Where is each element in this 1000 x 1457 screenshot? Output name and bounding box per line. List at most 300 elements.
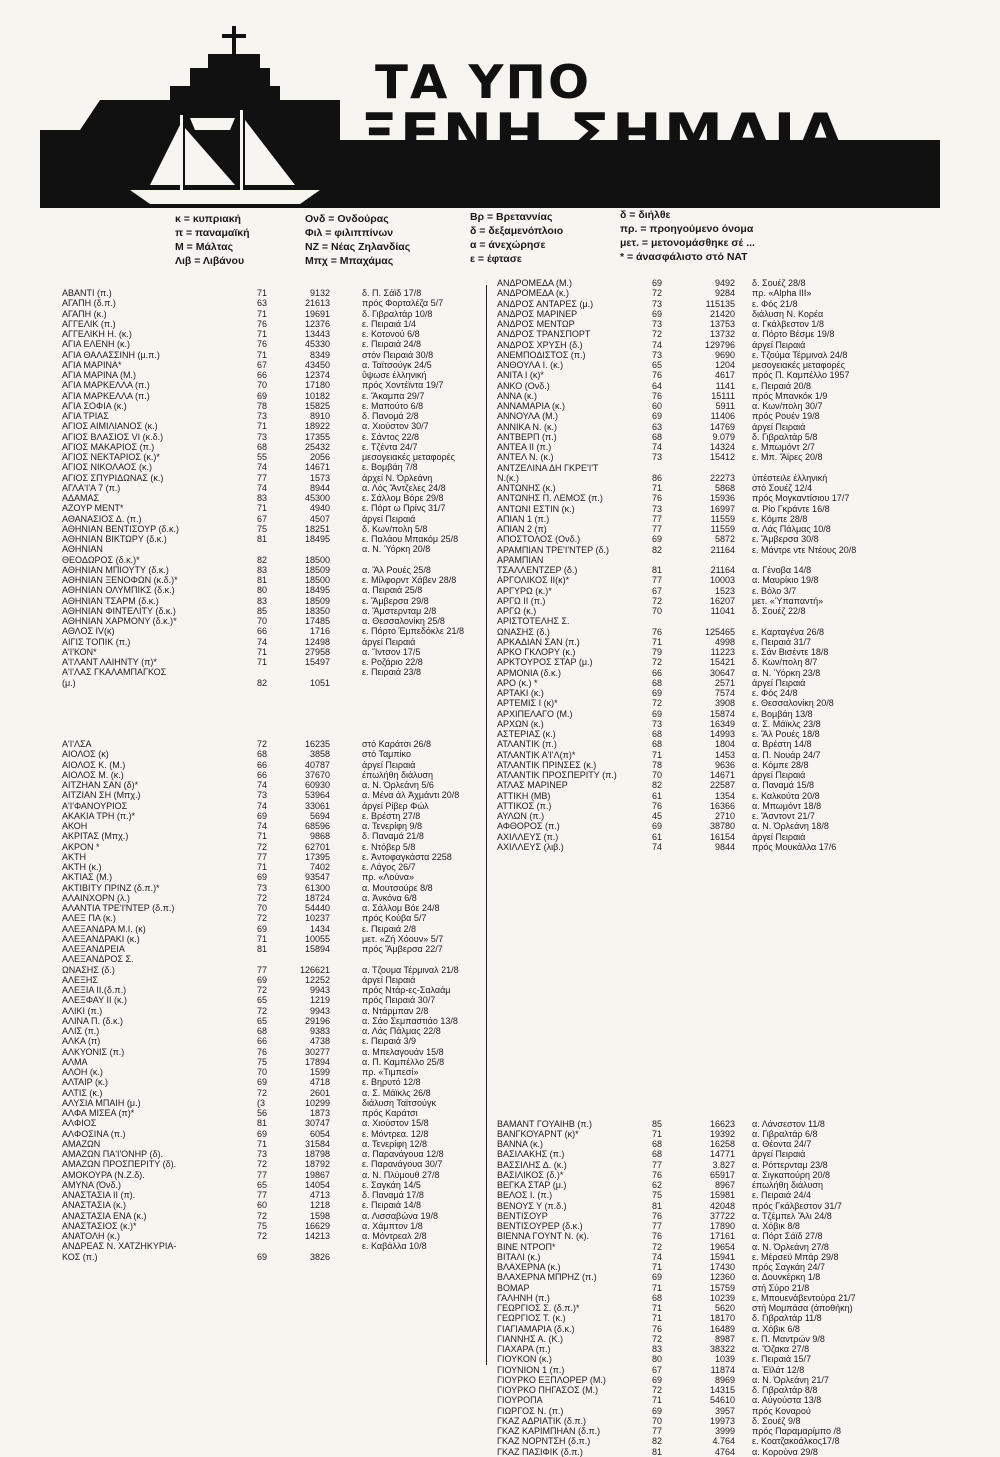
ship-name: ΑΒΑΝΤΙ (π.)	[62, 288, 112, 298]
ship-name: Α'Ι'ΛΑΣ ΓΚΑΛΑΜΠΑΓΚΟΣ	[62, 667, 167, 678]
tonnage: 9943	[309, 1005, 330, 1016]
build-year: 77	[257, 1190, 268, 1200]
ship-name: ΑΙΓΙΣ ΤΟΠΙΚ (π.)	[62, 636, 131, 647]
tonnage: 5911	[715, 401, 735, 411]
build-year: 76	[257, 339, 268, 350]
build-year: 69	[257, 1251, 268, 1262]
ship-name: ΑΝΑΣΤΑΣΙΑ ΕΝΑ (κ.)	[62, 1210, 147, 1221]
ship-name: ΑΡΑΜΠΙΑΝ ΤΡΕ'Ι'ΝΤΕΡ (δ.)	[497, 544, 609, 555]
ship-name: ΑΙΟΛΟΣ (κ)	[62, 749, 109, 760]
ship-name: ΑΛΕΞΑΝΔΡΑ Μ.Ι. (κ)	[62, 923, 146, 934]
tonnage: 19973	[709, 1415, 735, 1426]
build-year: 63	[652, 421, 663, 432]
ship-name: ΓΙΩΡΓΟΣ Ν. (π.)	[497, 1405, 564, 1416]
ship-status: ε. Ἄσντοντ 21/7	[752, 811, 815, 821]
ship-status: ε. Πειραιά 24/8	[362, 339, 422, 350]
tonnage: 18170	[709, 1313, 735, 1324]
tonnage: 12498	[304, 636, 330, 647]
build-year: 69	[652, 1405, 663, 1416]
ship-status: α. Ἄμστερνταμ 2/8	[362, 605, 437, 616]
ship-name: ΑΝΤΒΕΡΠ (π.)	[497, 431, 557, 442]
ship-status: ε. Μάντρε ντε Ντέους 20/8	[752, 544, 857, 555]
tonnage: 15421	[709, 657, 735, 668]
ship-name: ΑΓΙΟΣ ΜΑΚΑΡΙΟΣ (π.)	[62, 441, 155, 452]
ship-name: ΑΡΧΙΠΕΛΑΓΟ (Μ.)	[497, 708, 573, 719]
tonnage: 14054	[304, 1179, 330, 1190]
ship-status: ε. Πειραιά 31/7	[752, 636, 812, 647]
ship-status: ΰψωσε έλληνική	[362, 370, 427, 380]
ship-name: ΒΑΜΑΝΤ ΓΟΥΑΙΗΒ (π.)	[497, 1118, 593, 1129]
ship-name: ΑΝΑΣΤΑΣΙΑ (κ.)	[62, 1200, 126, 1211]
ship-status: α. Ν. Όρλεάνη 27/8	[752, 1241, 829, 1252]
legend-entry: ε = έφτασε	[470, 253, 522, 265]
ship-name: ΑΚΤΗ	[62, 851, 87, 862]
build-year: 68	[652, 1149, 663, 1160]
ship-name: ΑΝΑΣΤΑΣΙΟΣ (κ.)*	[62, 1220, 137, 1231]
build-year: 69	[652, 821, 663, 832]
ship-status: πρός Σαγκάη 24/7	[752, 1262, 826, 1272]
ship-status: μετ. «Ζή Χόουν» 5/7	[362, 933, 444, 944]
ship-status: δ. Γιβραλτάρ 10/8	[362, 308, 433, 319]
tonnage: 1598	[309, 1210, 330, 1221]
build-year: 68	[652, 729, 663, 739]
ship-name: ΒΕΝΤΙΣΟΥΡ	[497, 1210, 548, 1221]
tonnage: 129796	[704, 339, 735, 350]
tonnage: 15111	[711, 390, 735, 401]
ship-name: ΑΝΔΡΟΣ ΜΕΝΤΩΡ	[497, 319, 575, 329]
tonnage: 17485	[304, 616, 330, 626]
build-year: 71	[652, 1303, 663, 1313]
build-year: 73	[257, 1149, 268, 1159]
ship-name: ΑΓΙΑ ΤΡΙΑΣ	[62, 411, 109, 421]
ship-status: ε. Πειραιά 20/8	[752, 380, 812, 391]
build-year: 73	[652, 452, 663, 463]
ship-name: ΑΓΙΑ ΜΑΡΙΝΑ (Μ.)	[62, 370, 136, 380]
tonnage: 14324	[709, 442, 735, 452]
ship-name: ΑΡΟ (κ.) *	[497, 677, 538, 688]
ship-status: α. Τζουμα Τέρμιναλ 21/8	[362, 964, 459, 975]
ship-status: δ. Πανομά 2/8	[362, 411, 419, 421]
tonnage: 12376	[304, 318, 330, 329]
build-year: 71	[652, 1262, 663, 1272]
build-year: 71	[652, 1282, 663, 1293]
legend-entry: Λιβ = Λιβάνου	[175, 255, 245, 267]
ship-name: ΑΛΕΞΙΑ ΙΙ.(δ.π.)	[62, 985, 127, 995]
tonnage: 18509	[304, 564, 330, 575]
legend-block	[175, 212, 250, 268]
ship-name: ΑΛΕΞΦΑΥ ΙΙ (κ.)	[62, 995, 127, 1006]
ship-status: α. Ἄλ Ρουές 25/8	[362, 564, 431, 575]
ship-name: ΑΝΝΑ (κ.)	[497, 390, 538, 401]
tonnage: 11223	[710, 647, 735, 657]
build-year: 67	[257, 359, 268, 370]
ship-status: α. Θέοντα 24/7	[752, 1139, 812, 1149]
tonnage: 7574	[714, 688, 735, 698]
build-year: 67	[652, 585, 663, 596]
ship-status: πρός Χοντέϊντα 19/7	[362, 380, 444, 391]
build-year: 81	[652, 565, 663, 575]
ship-status: α. Ρόττερνταμ 23/8	[752, 1159, 828, 1170]
legend-block	[305, 212, 410, 268]
ship-status: α. Μουτσούρε 8/8	[362, 882, 433, 893]
ship-status: α. Χιούστον 30/7	[362, 421, 429, 432]
tonnage: 125465	[704, 626, 735, 637]
tonnage: 61300	[304, 882, 330, 893]
tonnage: 30277	[304, 1046, 330, 1057]
ship-name: ΑΙΟΛΟΣ Κ. (Μ.)	[62, 759, 126, 770]
ship-name: ΑΛΕΞΑΝΔΡΕΙΑ	[62, 944, 125, 954]
tonnage: 37670	[304, 769, 330, 780]
tonnage: 13753	[709, 319, 735, 329]
build-year: 79	[652, 647, 663, 657]
build-year: 71	[652, 636, 663, 647]
tonnage: 30747	[304, 1118, 330, 1129]
build-year: 61	[652, 831, 663, 842]
tonnage: 18495	[304, 534, 330, 544]
build-year: 70	[257, 380, 268, 391]
tonnage: 2571	[714, 677, 735, 688]
tonnage: 27958	[304, 646, 330, 657]
tonnage: 16235	[304, 739, 330, 749]
ship-status: ε. Θεσσαλονίκη 20/8	[752, 698, 834, 709]
build-year: 72	[257, 1159, 268, 1170]
legend-entry: * = άνασφάλιστο στό ΝΑΤ	[620, 251, 748, 263]
build-year: 77	[652, 1159, 663, 1170]
tonnage: 45300	[304, 493, 330, 503]
tonnage: 93547	[304, 872, 330, 883]
ship-status: ε. Ντόβερ 5/8	[362, 841, 416, 852]
ship-status: α. Ν. Ύόρκη 23/8	[752, 667, 821, 678]
ship-name: ΑΝΤΩΝΙ ΕΣΤΙΝ (κ.)	[497, 503, 575, 514]
build-year: 76	[652, 1169, 663, 1180]
ship-name: ΑΝΔΡΟΣ ΜΑΡΙΝΕΡ	[497, 308, 578, 319]
ship-status: α. Παναμά 15/8	[752, 780, 815, 791]
tonnage: 37722	[709, 1210, 735, 1221]
tonnage: 62701	[304, 841, 330, 852]
build-year: 73	[257, 431, 268, 442]
ship-name: ΑΝΔΡΟΜΕΔΑ (Μ.)	[497, 278, 573, 288]
build-year: 74	[257, 780, 268, 790]
ship-name: ΑΤΤΙΚΗ (ΜΒ)	[497, 790, 551, 801]
ship-name: ΑΡΓΥΡΩ (κ.)*	[497, 585, 552, 596]
tonnage: 10299	[304, 1097, 330, 1108]
tonnage: 10237	[304, 913, 330, 924]
tonnage: 17430	[709, 1262, 735, 1272]
build-year: 68	[257, 1026, 268, 1036]
ship-name: ΑΓΑΠΗ (δ.π.)	[62, 298, 116, 309]
ship-name: ΑΤΛΑΣ ΜΑΡΙΝΕΡ	[497, 780, 568, 791]
legend-block	[620, 208, 755, 264]
ship-status: α. Πειραιά 25/8	[362, 585, 423, 596]
ship-status: δ. Σουέζ 9/8	[752, 1415, 801, 1426]
ship-status: ε. Πόρτο Έμπεδόκλε 21/8	[362, 626, 464, 637]
build-year: 74	[652, 442, 663, 452]
ship-status: πρός Κοναρού	[752, 1405, 811, 1416]
ship-name: ΒΑΝΝΑ (κ.)	[497, 1139, 544, 1149]
build-year: 65	[257, 1015, 268, 1026]
build-year: 69	[652, 308, 663, 319]
legend-entry: Ονδ = Ονδούρας	[305, 213, 389, 225]
ship-name: ΓΙΑΓΙΑΜΑΡΙΑ (δ.κ.)	[497, 1323, 575, 1334]
ship-name: ΑΛΙΣ (π.)	[62, 1026, 100, 1036]
build-year: 70	[652, 1415, 663, 1426]
ship-status: δ. Παναμά 21/8	[362, 831, 424, 842]
build-year: 73	[652, 503, 663, 514]
tonnage: 22587	[709, 780, 735, 791]
build-year: 67	[257, 513, 268, 524]
tonnage: 9868	[309, 831, 330, 842]
ship-name: Α'Ι'ΦΑΝΟΥΡΙΟΣ	[62, 800, 128, 811]
tonnage: 1453	[714, 749, 735, 760]
ship-name: ΓΙΑΝΝΗΣ Α. (Κ.)	[497, 1333, 564, 1344]
ship-name: ΑΓΑΠΗ (κ.)	[62, 308, 107, 319]
ship-name: ΑΓΙΟΣ ΣΠΥΡΙΔΩΝΑΣ (κ.)	[62, 472, 164, 483]
tonnage: 18922	[304, 421, 330, 432]
tonnage: 1039	[714, 1354, 735, 1365]
ship-status: ε. Πειραιά 24/4	[752, 1190, 812, 1201]
tonnage: 33061	[304, 800, 330, 811]
build-year: 62	[652, 1180, 663, 1190]
tonnage: 9.079	[712, 431, 735, 442]
ship-name: ΑΝΔΡΟΜΕΔΑ (κ.)	[497, 288, 570, 299]
build-year: 68	[652, 431, 663, 442]
ship-status: α. Π. Νουάρ 24/7	[752, 749, 821, 760]
tonnage: 15759	[709, 1282, 735, 1293]
ship-name: ΑΚΡΟΝ *	[62, 841, 100, 852]
build-year: 69	[652, 688, 663, 698]
build-year: 76	[257, 1046, 268, 1057]
build-year: 77	[652, 575, 663, 586]
tonnage: 8910	[309, 411, 330, 421]
tonnage: 14993	[709, 729, 735, 739]
ship-name: ΑΝΤΩΝΗΣ (κ.)	[497, 483, 556, 493]
ship-name: ΑΝΔΡΕΑΣ Ν. ΧΑΤΖΗΚΥΡΙΑ-	[62, 1241, 177, 1252]
build-year: 71	[257, 503, 268, 514]
ship-status: α. Γένοβα 14/8	[752, 565, 812, 575]
ship-name: ΑΡΑΜΠΙΑΝ	[497, 554, 544, 565]
ship-status: ε. Παρανάγουα 30/7	[362, 1159, 443, 1170]
ship-status: άργεί Πειραιά	[752, 421, 806, 432]
tonnage: 1523	[714, 585, 735, 596]
ship-status: στόν Πειραιά 30/8	[362, 349, 434, 360]
ship-name: ΓΕΩΡΓΙΟΣ Τ. (κ.)	[497, 1313, 566, 1324]
ship-name: ΑΔΑΜΑΣ	[62, 493, 100, 503]
build-year: 73	[652, 718, 663, 729]
build-year: 82	[652, 1436, 663, 1447]
ship-status: δ. Γιβραλτάρ 8/8	[752, 1385, 818, 1395]
tonnage: 9690	[714, 349, 735, 360]
tonnage: 18509	[304, 595, 330, 606]
ship-name: ΒΟΜΑΡ	[497, 1282, 530, 1293]
build-year: 75	[257, 1220, 268, 1231]
ship-status: α. Σάο Σεμπαστιάο 13/8	[362, 1015, 458, 1026]
ship-status: στή Σύρο 21/8	[752, 1282, 810, 1293]
tonnage: 10055	[304, 933, 330, 944]
build-year: 70	[652, 606, 663, 616]
build-year: 66	[652, 667, 663, 678]
tonnage: 5620	[714, 1303, 735, 1313]
build-year: 77	[652, 1221, 663, 1231]
ship-name: ΑΝΤΩΝΗΣ Π. ΛΕΜΟΣ (π.)	[497, 493, 603, 504]
build-year: 69	[257, 1077, 268, 1088]
legend-entry: ΝΖ = Νέας Ζηλανδίας	[305, 241, 411, 253]
tonnage: 29196	[304, 1015, 330, 1026]
ship-name: ΓΚΑΖ ΝΟΡΝΤΣΗ (δ.π.)	[497, 1436, 591, 1447]
ship-name: ΑΛΚΥΟΝΙΣ (π.)	[62, 1046, 125, 1057]
ship-status: άργεί Πειραιά	[752, 677, 806, 688]
ship-name: ΑΝΔΡΟΣ ΤΡΑΝΣΠΟΡΤ	[497, 329, 591, 340]
tonnage: 18500	[304, 575, 330, 585]
ship-status: ε. Πειραιά 23/8	[362, 667, 422, 678]
ship-name: ΑΛΑΝΤΙΑ ΤΡΕ'Ι'ΝΤΕΡ (δ.π.)	[62, 903, 175, 913]
ship-name: ΤΣΑΛΛΕΝΤΖΕΡ (δ.)	[497, 565, 578, 575]
ship-name: ΑΓΙΑ ΜΑΡΚΕΛΛΑ (π.)	[62, 380, 150, 391]
ship-status: ε. Μίλφορντ Χάβεν 28/8	[362, 575, 457, 585]
build-year: 71	[257, 308, 268, 319]
build-year: 85	[652, 1118, 663, 1129]
ship-status: α. Ν. Όρλεάνη 18/8	[752, 821, 829, 832]
ship-name: ΑΜΑΖΩΝ	[62, 1138, 101, 1149]
tonnage: 9636	[714, 759, 735, 770]
ship-name: ΑΓΙΑ ΜΑΡΚΕΛΛΑ (π.)	[62, 390, 150, 401]
tonnage: 4713	[309, 1190, 330, 1200]
tonnage: 38780	[709, 821, 735, 832]
ship-name: ΑΚΤΗ (κ.)	[62, 862, 102, 872]
tonnage: 18350	[304, 605, 330, 616]
tonnage: 16489	[709, 1323, 735, 1334]
tonnage: 10239	[709, 1292, 735, 1303]
tonnage: 15894	[304, 944, 330, 954]
ship-name: ΑΝΚΟ (Ονδ.)	[497, 380, 550, 391]
ship-name: ΓΙΑΧΑΡΑ (π.)	[497, 1344, 551, 1354]
tonnage: 21420	[709, 308, 735, 319]
tonnage: 16349	[709, 718, 735, 729]
ship-status: ε. Σάν Βισέντε 18/8	[752, 647, 829, 657]
ship-status: α. Ἐϊλάτ 12/8	[752, 1364, 805, 1375]
build-year: 70	[257, 616, 268, 626]
tonnage: 1434	[309, 923, 330, 934]
ship-name: ΓΚΑΖ ΠΑΣΙΦΙΚ (δ.π.)	[497, 1446, 583, 1457]
build-year: 72	[652, 657, 663, 668]
ship-status: α. Τενερίφη 12/8	[362, 1138, 428, 1149]
ship-name: ΓΙΟΥΡΟΠΑ	[497, 1395, 543, 1406]
build-year: 83	[257, 564, 268, 575]
tonnage: 8987	[714, 1333, 735, 1344]
tonnage: 1716	[309, 626, 330, 637]
build-year: 72	[257, 892, 268, 903]
build-year: 74	[652, 841, 663, 852]
ship-status: στή Μομπάσα (άποθήκη)	[752, 1303, 853, 1313]
ship-status: ε. Μόντρεα. 12/8	[362, 1128, 429, 1139]
build-year: 72	[257, 1005, 268, 1016]
tonnage: 15941	[709, 1251, 735, 1262]
build-year: 76	[257, 318, 268, 329]
build-year: 74	[257, 821, 268, 831]
build-year: 69	[652, 1374, 663, 1385]
ship-name: ΓΙΟΥΡΚΟ ΠΗΓΑΣΟΣ (Μ.)	[497, 1385, 599, 1395]
ship-status: πρός Ντάρ-ες-Σαλαάμ	[362, 985, 451, 995]
ship-status: α. Ν. Πλύμουθ 27/8	[362, 1169, 440, 1180]
tonnage: 21164	[710, 565, 735, 575]
tonnage: 9284	[714, 288, 735, 299]
ship-status: δ. Κων/πολη 8/7	[752, 657, 818, 668]
build-year: 71	[652, 483, 663, 493]
ship-name: Α'Ι'ΚΟΝ*	[62, 646, 97, 657]
build-year: 72	[652, 1241, 663, 1252]
ship-status: ε. Πειραιά 2/8	[362, 923, 417, 934]
ship-status: ε. Μπωμόντ 2/7	[752, 442, 815, 452]
ship-status: α. Χάμπτον 1/8	[362, 1220, 423, 1231]
ship-status: α. Χόβικ 6/8	[752, 1323, 800, 1334]
build-year: 64	[652, 380, 663, 391]
ship-status: μεσογειακές μεταφορές	[752, 360, 845, 370]
ship-status: ε. Πειραιά 14/8	[362, 1200, 422, 1211]
tonnage: 9844	[714, 841, 735, 852]
build-year: 69	[257, 974, 268, 985]
ship-status: α. Ν. Όρλεάνη 21/7	[752, 1374, 829, 1385]
ship-name: ΑΤΛΑΝΤΙΚ Α'Ι'Λ(π)*	[497, 749, 576, 760]
ship-status: ε. Βηρυτό 12/8	[362, 1077, 421, 1088]
tonnage: 1804	[714, 739, 735, 750]
build-year: 81	[652, 1446, 663, 1457]
ship-name: ΑΓΙΟΣ ΝΙΚΟΛΑΟΣ (κ.)	[62, 462, 152, 473]
tonnage: 30647	[709, 667, 735, 678]
build-year: 75	[257, 523, 268, 534]
build-year: 77	[257, 964, 268, 975]
ship-status: α. Μαυρίκιο 19/8	[752, 575, 819, 586]
ship-status: δ. Σουέζ 28/8	[752, 278, 806, 288]
tonnage: 15874	[709, 708, 735, 719]
ship-name: ΑΝΝΙΚΑ Ν. (κ.)	[497, 421, 558, 432]
ship-status: πρ. «Τιμπεσί»	[362, 1067, 419, 1077]
ship-name: ΑΡΚΟ ΓΚΛΟΡΥ (κ.)	[497, 647, 576, 657]
build-year: 71	[257, 831, 268, 842]
ship-status: ε. Ἀντοφαγκάστα 2258	[362, 851, 452, 862]
tonnage: 60930	[304, 780, 330, 790]
build-year: 72	[257, 1210, 268, 1221]
tonnage: 45330	[304, 339, 330, 350]
tonnage: 11559	[710, 524, 735, 534]
tonnage: 65917	[709, 1169, 735, 1180]
ship-name: Α'Ι'ΛΣΑ	[62, 739, 92, 749]
ship-status: α. Μόντρεαλ 2/8	[362, 1231, 427, 1241]
ship-status: πρός Π. Καμπέλλο 1957	[752, 370, 850, 381]
ship-name: ΑΘΗΝΙΑΝ	[62, 544, 103, 555]
build-year: 72	[257, 985, 268, 995]
build-year: 65	[652, 360, 663, 370]
tonnage: 10003	[709, 575, 735, 586]
ship-name: ΑΣΤΕΡΙΑΣ (κ.)	[497, 729, 556, 739]
ship-name: ΑΘΛΟΣ IV(κ)	[62, 626, 115, 637]
ship-name: ΑΛΦΙΟΣ	[62, 1118, 97, 1129]
ship-status: ε. Βομβάη 13/8	[752, 708, 813, 719]
ship-status: ε. Καλκούτα 20/8	[752, 790, 820, 801]
ship-status: ε. Πειραιά 15/7	[752, 1354, 812, 1365]
ship-status: άρχεί Ν. Όρλεάνη	[362, 472, 433, 483]
build-year: 76	[652, 390, 663, 401]
tonnage: 13443	[304, 329, 330, 339]
tonnage: 16997	[709, 503, 735, 514]
ship-status: ε. Πόρτ ω Πρίνς 31/7	[362, 503, 446, 514]
build-year: 68	[257, 441, 268, 452]
build-year: 78	[652, 759, 663, 770]
build-year: 76	[652, 800, 663, 811]
tonnage: 1218	[309, 1200, 330, 1211]
build-year: 70	[257, 903, 268, 913]
legend-entry: Φιλ = φιλιππίνων	[305, 227, 394, 239]
tonnage: 38322	[709, 1344, 735, 1354]
tonnage: 16207	[709, 595, 735, 606]
